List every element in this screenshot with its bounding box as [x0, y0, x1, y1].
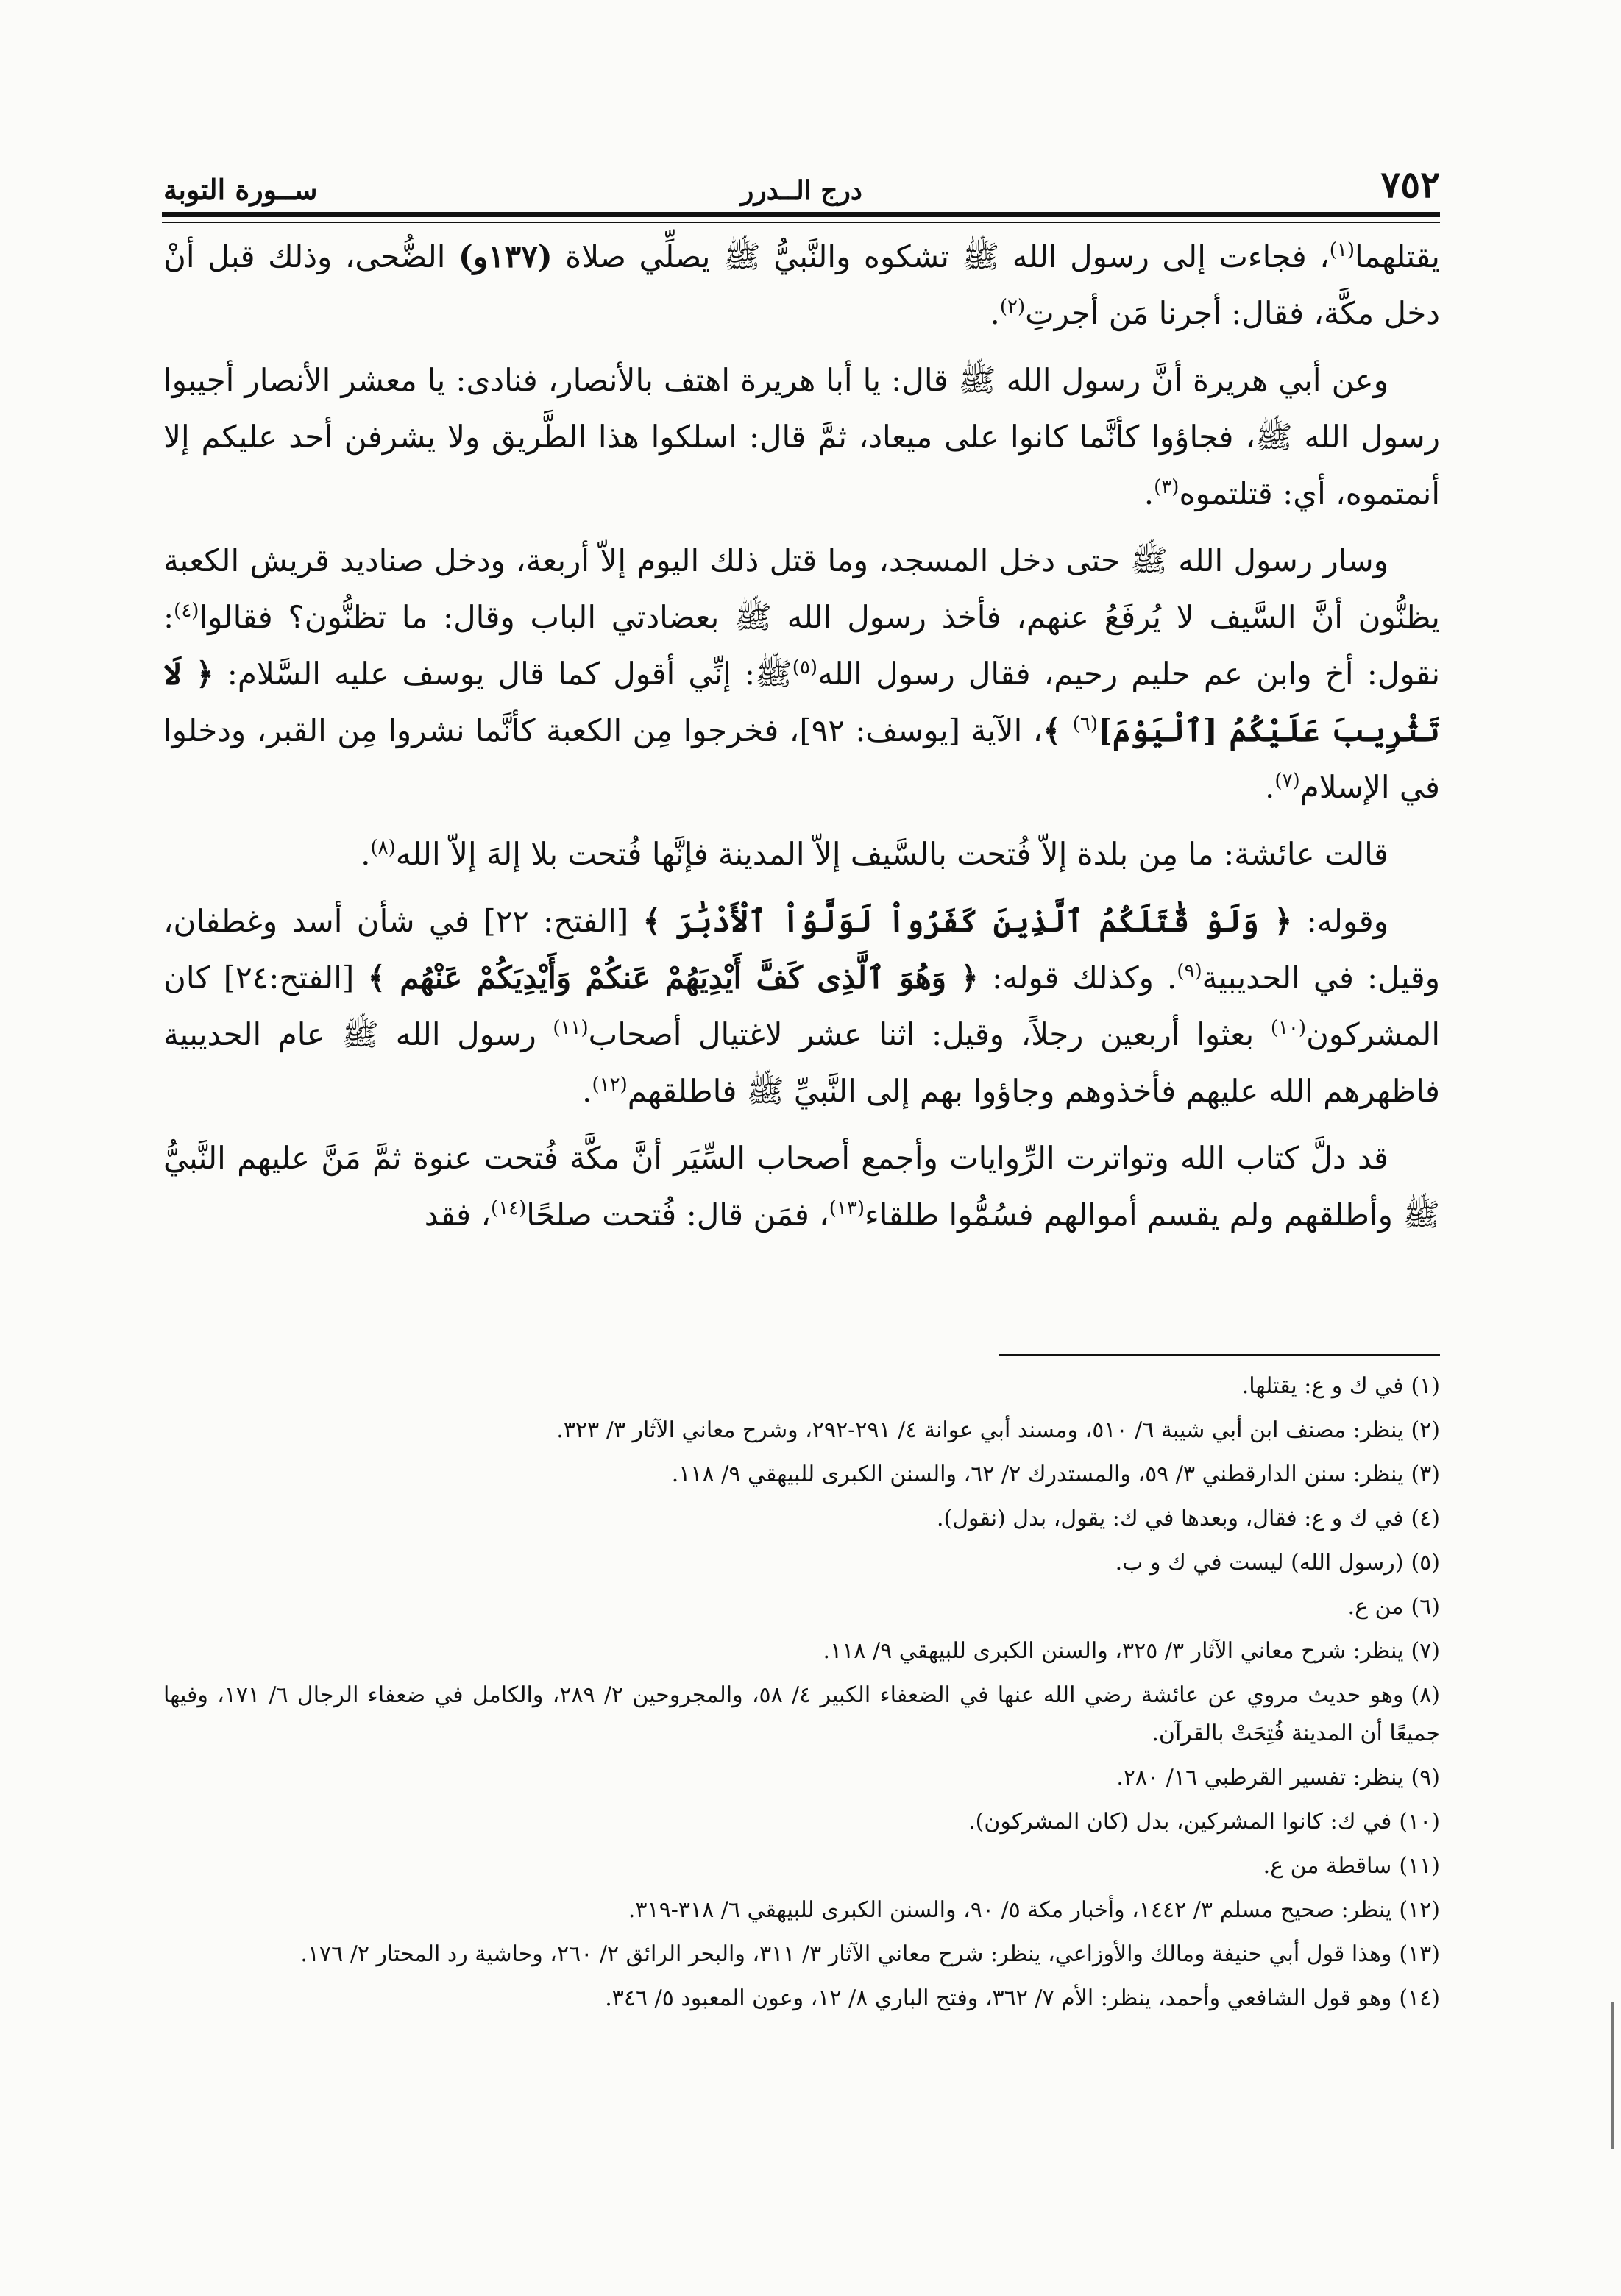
footnote-ref[interactable]: (٧)	[1274, 770, 1300, 792]
footnote-text: ينظر: صحيح مسلم ٣/ ١٤٤٢، وأخبار مكة ٥/ ٩٠، والسنن الكبرى للبيهقي ٦/ ٣١٨-٣١٩.	[628, 1897, 1392, 1923]
footnote-number: (٧)	[1411, 1638, 1440, 1664]
footnotes	[163, 1367, 1440, 2024]
body-paragraph	[163, 352, 1440, 522]
footnote	[163, 1456, 1440, 1494]
page-header	[163, 153, 1440, 212]
quran-verse: ﴿ لَا تَثْرِيبَ عَلَيْكُمُ [ٱلْيَوْمَ]	[163, 656, 1440, 748]
footnote-text: ينظر: تفسير القرطبي ١٦/ ٢٨٠.	[1116, 1765, 1404, 1790]
text-run: [الفتح:٢٤] كان المشركون	[163, 960, 1440, 1052]
footnote-ref[interactable]: (٩)	[1177, 960, 1202, 982]
footnote	[163, 1935, 1440, 1974]
footnote-ref[interactable]: (١٢)	[592, 1074, 628, 1096]
footnote-separator	[999, 1354, 1440, 1356]
footnote-text: ينظر: سنن الدارقطني ٣/ ٥٩، والمستدرك ٢/ ٦٢، والسنن الكبرى للبيهقي ٩/ ١١٨.	[671, 1461, 1404, 1487]
scan-edge-mark	[1611, 2002, 1614, 2149]
footnote-text: ينظر: شرح معاني الآثار ٣/ ٣٢٥، والسنن الكبرى للبيهقي ٩/ ١١٨.	[823, 1638, 1404, 1664]
header-rule-thick	[162, 212, 1440, 217]
main-text	[163, 228, 1440, 1243]
text-run: بعثوا أربعين رجلاً، وقيل: اثنا عشر لاغتيال أصحاب	[588, 1016, 1271, 1052]
footnote	[163, 1891, 1440, 1930]
footnote-text: ساقطة من ع.	[1263, 1853, 1392, 1879]
header-rule-thin	[162, 222, 1440, 223]
text-run: . وكذلك قوله:	[979, 960, 1177, 996]
footnote-text: في ك و ع: يقتلها.	[1241, 1373, 1404, 1399]
body-paragraph	[163, 532, 1440, 815]
footnote	[163, 1588, 1440, 1626]
footnote-number: (١)	[1411, 1373, 1440, 1399]
footnote	[163, 1980, 1440, 2018]
footnote	[163, 1759, 1440, 1797]
text-run: .	[1265, 769, 1275, 805]
footnote	[163, 1676, 1440, 1753]
footnote-number: (١٢)	[1399, 1897, 1440, 1923]
text-run: قالت عائشة: ما مِن بلدة إلاّ فُتحت بالسَّيف إلاّ المدينة فإنَّها فُتحت بلا إلهَ إلاّ الله	[395, 836, 1388, 872]
body-paragraph	[163, 826, 1440, 882]
footnote-text: ينظر: مصنف ابن أبي شيبة ٦/ ٥١٠، ومسند أبي عوانة ٤/ ٢٩١-٢٩٢، وشرح معاني الآثار ٣/ ٣٢٣.	[556, 1417, 1404, 1443]
text-run: .	[990, 295, 1000, 331]
footnote	[163, 1544, 1440, 1582]
footnote-number: (١٠)	[1399, 1809, 1440, 1835]
text-run: [الفتح: ٢٢] في شأن أسد وغطفان، وقيل: في الحديبية	[163, 903, 1440, 996]
footnote-text: وهو حديث مروي عن عائشة رضي الله عنها في الضعفاء الكبير ٤/ ٥٨، والمجروحين ٢/ ٢٨٩، والكامل في ضعفاء الرجال ٦/ ١٧١، وفيها جميعًا أن المدينة فُتِحَتْ بالقرآن.	[163, 1682, 1440, 1746]
text-run: ﷺ: إنِّي أقول كما قال يوسف عليه السَّلام:	[213, 656, 792, 692]
footnote-number: (١٣)	[1399, 1941, 1440, 1967]
footnote-number: (٥)	[1411, 1550, 1440, 1576]
footnote-text: من ع.	[1347, 1594, 1404, 1620]
footnote-number: (٦)	[1411, 1594, 1440, 1620]
quran-verse: ﴿ وَهُوَ ٱلَّذِى كَفَّ أَيْدِيَهُمْ عَنكُمْ وَأَيْدِيَكُمْ عَنْهُم ﴾	[367, 960, 979, 996]
body-paragraph	[163, 1130, 1440, 1243]
text-run: ، الآية [يوسف: ٩٢]، فخرجوا مِن الكعبة كأنَّما نشروا مِن القبر، ودخلوا في الإسلام	[163, 712, 1440, 805]
footnote	[163, 1411, 1440, 1450]
surah-name: ســورة التوبة	[163, 173, 318, 206]
footnote-ref[interactable]: (١٤)	[491, 1197, 527, 1219]
footnote-ref[interactable]: (١٠)	[1270, 1017, 1307, 1039]
text-run: وسار رسول الله ﷺ حتى دخل المسجد، وما قتل ذلك اليوم إلاّ أربعة، ودخل صناديد قريش الكعبة يظنُّون أنَّ السَّيف لا يُرفَعُ عنهم، فأخذ رسول الله ﷺ بعضادتي الباب وقال: ما تظنُّون؟ فقالوا	[163, 542, 1440, 635]
footnote-number: (٤)	[1411, 1506, 1440, 1531]
footnote	[163, 1803, 1440, 1841]
footnote-ref[interactable]: (٥)	[792, 656, 818, 678]
footnote-number: (٩)	[1411, 1765, 1440, 1790]
footnote-ref[interactable]: (٤)	[174, 600, 199, 622]
footnote-text: وهو قول الشافعي وأحمد، ينظر: الأم ٧/ ٣٦٢، وفتح الباري ٨/ ١٢، وعون المعبود ٥/ ٣٤٦.	[605, 1985, 1392, 2011]
book-title: درج الــدرر	[741, 175, 862, 206]
footnote-ref[interactable]: (٢)	[999, 296, 1026, 318]
footnote-number: (١١)	[1399, 1853, 1440, 1879]
footnote	[163, 1500, 1440, 1538]
text-run: وعن أبي هريرة أنَّ رسول الله ﷺ قال: يا أبا هريرة اهتف بالأنصار، فنادى: يا معشر الأنصار أجيبوا رسول الله ﷺ، فجاؤوا كأنَّما كانوا على ميعاد، ثمَّ قال: اسلكوا هذا الطَّريق ولا يشرفن أحد عليكم إلا أنمتموه، أي: قتلتموه	[163, 362, 1440, 511]
footnote-ref[interactable]: (٣)	[1154, 476, 1180, 498]
text-run: .	[1143, 475, 1154, 511]
page-number: ٧٥٢	[1380, 163, 1440, 206]
footnote-number: (٨)	[1411, 1682, 1440, 1708]
footnote	[163, 1847, 1440, 1885]
footnote-ref[interactable]: (١٣)	[829, 1197, 865, 1219]
text-run: ، فمَن قال: فُتحت صلحًا	[526, 1197, 829, 1233]
footnote-text: وهذا قول أبي حنيفة ومالك والأوزاعي، ينظر: شرح معاني الآثار ٣/ ٣١١، والبحر الرائق ٢/ ٢٦٠، وحاشية رد المحتار ٢/ ١٧٦.	[300, 1941, 1392, 1967]
footnote	[163, 1632, 1440, 1670]
text-run: ، فجاءت إلى رسول الله ﷺ تشكوه والنَّبيُّ ﷺ يصلِّي صلاة	[552, 238, 1330, 274]
footnote-number: (٣)	[1411, 1461, 1440, 1487]
text-run: وقوله:	[1292, 903, 1389, 939]
text-run: قد دلَّ كتاب الله وتواترت الرِّوايات وأجمع أصحاب السِّيَر أنَّ مكَّة فُتحت عنوة ثمَّ مَنَّ عليهم النَّبيُّ ﷺ وأطلقهم ولم يقسم أموالهم فسُمُّوا طلقاء	[163, 1140, 1440, 1233]
footnote	[163, 1367, 1440, 1406]
text-run: .	[361, 836, 371, 872]
footnote-number: (١٤)	[1399, 1985, 1440, 2011]
text-run: : نقول: أخ وابن عم حليم رحيم، فقال رسول الله	[163, 599, 1441, 692]
quran-verse: ﴾	[1043, 712, 1073, 748]
quran-verse: ﴿ وَلَوْ قَٰتَلَكُمُ ٱلَّذِينَ كَفَرُواْ لَوَلَّوُاْ ٱلْأَدْبَٰرَ ﴾	[642, 903, 1293, 939]
manuscript-folio-marker: (١٣٧و)	[458, 238, 553, 274]
footnote-text: (رسول الله) ليست في ك و ب.	[1115, 1550, 1404, 1576]
footnote-ref[interactable]: (٨)	[370, 837, 396, 859]
footnote-text: في ك و ع: فقال، وبعدها في ك: يقول، بدل (نقول).	[937, 1506, 1404, 1531]
body-paragraph	[163, 893, 1440, 1119]
text-run: ، فقد	[424, 1197, 492, 1233]
text-run: الضُّحى، وذلك قبل أنْ دخل مكَّة، فقال: أجرنا مَن أجرتِ	[163, 238, 1440, 331]
text-run: .	[582, 1073, 592, 1109]
body-paragraph	[163, 228, 1440, 341]
footnote-ref[interactable]: (١)	[1329, 239, 1355, 261]
footnote-text: في ك: كانوا المشركين، بدل (كان المشركون).	[968, 1809, 1392, 1835]
text-run: يقتلهما	[1355, 238, 1440, 274]
text-run: رسول الله ﷺ عام الحديبية فاظهرهم الله عليهم فأخذوهم وجاؤوا بهم إلى النَّبيِّ ﷺ فاطلقهم	[163, 1016, 1440, 1109]
footnote-number: (٢)	[1411, 1417, 1440, 1443]
footnote-ref[interactable]: (١١)	[553, 1017, 589, 1039]
footnote-ref[interactable]: (٦)	[1072, 713, 1098, 735]
